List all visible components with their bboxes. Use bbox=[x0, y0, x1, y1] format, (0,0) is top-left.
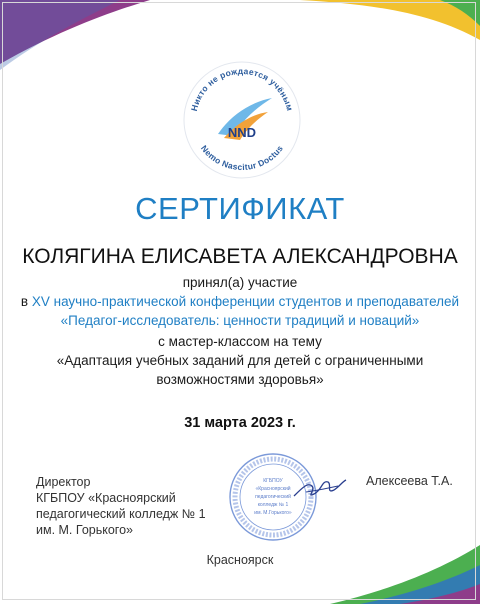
signatory-block bbox=[36, 474, 236, 538]
stamp-line3: педагогический bbox=[255, 494, 291, 500]
signatory-org-line3: им. М. Горького» bbox=[36, 523, 133, 537]
signatory-org-line2: педагогический колледж № 1 bbox=[36, 507, 206, 521]
logo-ring-top-text: Никто не рождается учёным bbox=[188, 65, 296, 113]
handwritten-signature bbox=[292, 474, 348, 502]
stamp-line2: «Красноярский bbox=[255, 486, 291, 492]
stamp-line4: колледж № 1 bbox=[257, 502, 289, 508]
certificate-date: 31 марта 2023 г. bbox=[184, 415, 296, 431]
city-name: Красноярск bbox=[206, 553, 274, 567]
conference-theme: «Педагог-исследователь: ценности традиций и новаций» bbox=[60, 313, 420, 328]
masterclass-topic-line2: возможностями здоровья» bbox=[156, 372, 324, 387]
stamp-line1: КГБПОУ bbox=[263, 478, 283, 484]
signatory-position: Директор bbox=[36, 475, 91, 489]
conference-name: XV научно-практической конференции студентов и преподавателей bbox=[31, 294, 460, 309]
conference-line bbox=[10, 294, 470, 309]
stamp-line5: им. М.Горького» bbox=[254, 510, 292, 516]
masterclass-intro: с мастер-классом на тему bbox=[158, 334, 322, 349]
participation-line: принял(а) участие bbox=[182, 275, 298, 290]
recipient-name: КОЛЯГИНА ЕЛИСАВЕТА АЛЕКСАНДРОВНА bbox=[22, 245, 458, 268]
signatory-org-line1: КГБПОУ «Красноярский bbox=[36, 491, 176, 505]
nnd-logo bbox=[180, 58, 304, 182]
conference-prefix: в bbox=[20, 294, 32, 309]
signatory-name: Алексеева Т.А. bbox=[366, 474, 453, 488]
certificate-title: СЕРТИФИКАТ bbox=[135, 191, 345, 226]
logo-ring-bottom-text: Nemo Nascitur Doctus bbox=[198, 143, 286, 173]
masterclass-topic-line1: «Адаптация учебных заданий для детей с ограниченными bbox=[56, 353, 424, 368]
logo-center-text: NND bbox=[227, 125, 257, 140]
